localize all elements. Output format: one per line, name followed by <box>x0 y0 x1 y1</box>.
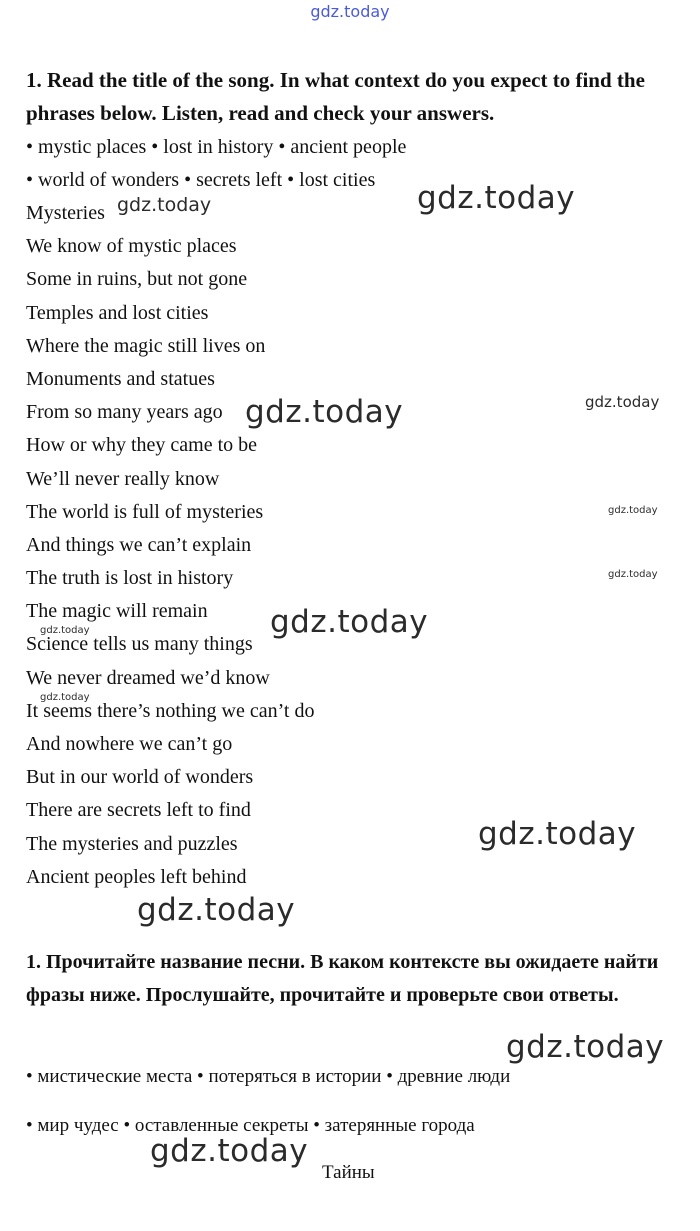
header-watermark: gdz.today <box>310 2 390 21</box>
lyric-line: And nowhere we can’t go <box>26 733 233 755</box>
lyric-line: How or why they came to be <box>26 434 258 457</box>
exercise-instruction-en: 1. Read the title of the song. In what context do you expect to find the phrases below. Listen, read and check your answers. <box>26 68 645 125</box>
lyric-line: Some in ruins, but not gone <box>26 268 248 291</box>
watermark: gdz.today <box>245 394 404 430</box>
phrase-line-ru: • мистические места • потеряться в истории • древние люди <box>26 1066 511 1087</box>
lyric-line: We know of mystic places <box>26 235 237 258</box>
lyric-line: We’ll never really know <box>26 467 220 490</box>
watermark: gdz.today <box>137 892 296 928</box>
lyric-line: Ancient peoples left behind <box>26 865 247 888</box>
watermark: gdz.today <box>585 393 660 411</box>
phrase-line-ru: • мир чудес • оставленные секреты • затерянные города <box>26 1115 475 1136</box>
watermark: gdz.today <box>608 569 658 580</box>
lyric-line: There are secrets left to find <box>26 799 251 822</box>
lyric-line: Where the magic still lives on <box>26 334 266 357</box>
lyric-line: The truth is lost in history <box>26 567 234 590</box>
watermark: gdz.today <box>117 194 212 216</box>
watermark: gdz.today <box>608 505 658 516</box>
watermark: gdz.today <box>40 625 90 636</box>
watermark: gdz.today <box>40 692 90 703</box>
song-title: Mysteries <box>26 202 105 224</box>
lyric-line: It seems there’s nothing we can’t do <box>26 699 315 722</box>
watermark: gdz.today <box>417 180 576 216</box>
phrase-line: • world of wonders • secrets left • lost cities <box>26 169 376 191</box>
lyric-line: But in our world of wonders <box>26 766 254 789</box>
exercise-instruction-ru: 1. Прочитайте название песни. В каком контексте вы ожидаете найти фразы ниже. Прослушайте, прочитайте и проверьте свои ответы. <box>26 951 659 1006</box>
song-lyrics <box>26 197 686 894</box>
watermark: gdz.today <box>506 1029 665 1065</box>
watermark: gdz.today <box>478 816 637 852</box>
watermark: gdz.today <box>270 604 429 640</box>
lyric-line: From so many years ago <box>26 401 223 424</box>
phrase-list-en <box>26 131 686 197</box>
lyric-line: Monuments and statues <box>26 367 215 390</box>
song-title-ru: Тайны <box>322 1162 375 1183</box>
phrase-line: • mystic places • lost in history • ancient people <box>26 136 407 158</box>
lyric-line: We never dreamed we’d know <box>26 666 270 689</box>
lyric-line: The mysteries and puzzles <box>26 832 238 855</box>
lyric-line: And things we can’t explain <box>26 533 252 556</box>
lyric-line: Temples and lost cities <box>26 301 209 324</box>
lyric-line: The magic will remain <box>26 600 208 623</box>
lyric-line: The world is full of mysteries <box>26 500 264 523</box>
lyric-line: Science tells us many things <box>26 633 253 656</box>
watermark: gdz.today <box>150 1133 309 1169</box>
